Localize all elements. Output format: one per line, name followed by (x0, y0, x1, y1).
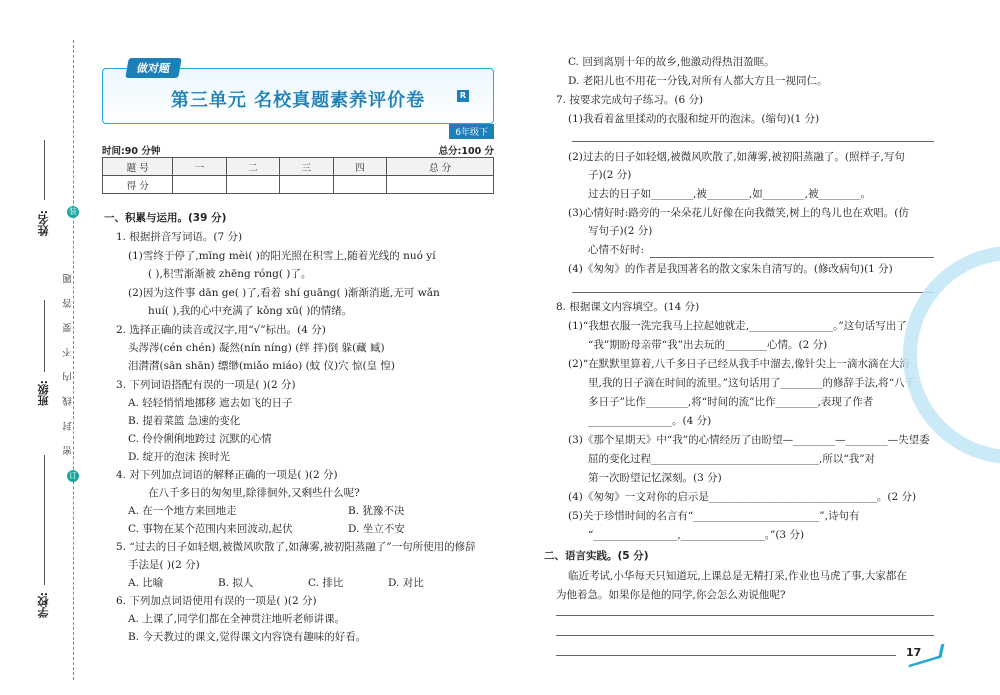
left-text-line: 头涔涔(cén chén) 凝然(nín níng) (绊 拌)倒 躲(藏 臧) (128, 342, 385, 354)
right-text-line: “________________,________________。”(3 分) (588, 529, 805, 541)
publisher-badge: R (457, 90, 469, 102)
right-text-line: ________________。(4 分) (588, 415, 712, 427)
left-text-line: D. 绽开的泡沫 挨时光 (128, 451, 231, 463)
left-text-line: A. 在一个地方来回地走 (128, 505, 237, 517)
right-text-line: 7. 按要求完成句子练习。(6 分) (556, 94, 704, 106)
bind-circle-bottom: 订 (69, 471, 77, 480)
left-text-line: 4. 对下列加点词语的解释正确的一项是( )(2 分) (116, 469, 338, 481)
right-text-line: (2)“在默默里算着,八千多日子已经从我手中溜去,像针尖上一滴水滴在大海 (568, 358, 910, 370)
right-text-line: C. 回到离别十年的故乡,他激动得热泪盈眶。 (568, 56, 775, 68)
answer-line[interactable] (556, 614, 934, 616)
right-text-line: (3)心情好时:路旁的一朵朵花儿好像在向我微笑,树上的鸟儿也在欢唱。(仿 (568, 207, 909, 219)
bind-circle-top: 装 (69, 207, 77, 216)
class-label: 班级: (37, 380, 50, 407)
right-text-line: (4)《匆匆》的作者是我国著名的散文家朱自清写的。(修改病句)(1 分) (568, 263, 893, 275)
seal-note: 密 封 线 内 不 要 答 题 (63, 268, 74, 456)
time-score-row (102, 143, 494, 157)
school-line[interactable] (44, 455, 45, 585)
right-text-line: 里,我的日子滴在时间的流里。”这句话用了________的修辞手法,将“八千 (588, 377, 916, 389)
name-line[interactable] (44, 140, 45, 200)
right-text-line: 二、语言实践。(5 分) (544, 550, 649, 562)
banner-tag: 做对题 (125, 58, 182, 78)
left-text-line: B. 提着菜篮 急速的变化 (128, 415, 241, 427)
grade-label: 6年级下 (449, 124, 494, 139)
left-text-line: B. 今天教过的课文,觉得课文内容饶有趣味的好看。 (128, 631, 367, 643)
score-cell[interactable] (280, 176, 333, 194)
answer-line[interactable] (572, 291, 934, 293)
watermark-stamp (903, 246, 1000, 464)
left-text-line: A. 轻轻悄悄地挪移 遮去如飞的日子 (128, 397, 293, 409)
right-text-line: (1)我看着盆里揉动的衣服和绽开的泡沫。(缩句)(1 分) (568, 113, 820, 125)
binding-strip (0, 0, 92, 695)
left-text-line: 在八千多日的匆匆里,除徘徊外,又剩些什么呢? (148, 487, 360, 499)
right-text-line: 过去的日子如________,被________,如________,被________。 (588, 188, 872, 200)
left-text-line: C. 事物在某个范围内来回波动,起伏 (128, 523, 293, 535)
answer-line[interactable] (650, 256, 934, 258)
score-cell[interactable] (226, 176, 279, 194)
left-text-line: A. 比喻 (128, 577, 164, 589)
left-text-line: 手法是( )(2 分) (128, 559, 200, 571)
left-text-line: ( ),积雪渐渐被 zhēng róng( )了。 (148, 268, 312, 280)
right-text-line: 屈的变化过程________________________________,所以“我”对 (588, 453, 876, 465)
right-text-line: D. 老阳儿也不用花一分钱,对所有人都大方且一视同仁。 (568, 75, 828, 87)
score-table (102, 157, 494, 194)
right-text-line: 8. 根据课文内容填空。(14 分) (556, 301, 700, 313)
score-header: 四 (333, 158, 386, 176)
left-text-line: 2. 选择正确的读音或汉字,用“√”标出。(4 分) (116, 324, 326, 336)
score-header: 三 (280, 158, 333, 176)
left-text-line: D. 对比 (388, 577, 424, 589)
left-text-line: 1. 根据拼音写词语。(7 分) (116, 231, 243, 243)
score-row-label: 得 分 (103, 176, 173, 194)
school-label: 学校: (37, 592, 50, 619)
left-text-line: B. 犹豫不决 (348, 505, 405, 517)
left-text-line: C. 伶伶俐俐地跨过 沉默的心情 (128, 433, 272, 445)
left-text-line: B. 拟人 (218, 577, 254, 589)
answer-line[interactable] (556, 654, 896, 656)
right-text-line: 多日子”比作________,将“时间的流”比作________,表现了作者 (588, 396, 874, 408)
left-text-line: (2)因为这件事 dān ge( )了,看着 shí guāng( )渐渐消逝,无可 wǎn (128, 287, 440, 299)
answer-line[interactable] (572, 140, 934, 142)
score-header: 总 分 (387, 158, 494, 176)
left-text-line: 3. 下列词语搭配有误的一项是( )(2 分) (116, 379, 296, 391)
score-cell[interactable] (333, 176, 386, 194)
left-text-line: 泪潸潸(sān shān) 缥缈(miǎo miáo) (蚊 仪)穴 惊(皇 惶) (128, 360, 396, 372)
right-text-line: 子)(2 分) (588, 169, 632, 181)
left-text-line: (1)雪终于停了,mīng mèi( )的阳光照在积雪上,随着光线的 nuó yí (128, 250, 436, 262)
page-number: 17 (906, 646, 922, 659)
answer-line[interactable] (556, 634, 934, 636)
score-cell[interactable] (173, 176, 226, 194)
left-text-line: 5. “过去的日子如轻烟,被微风吹散了,如薄雾,被初阳蒸融了”一句所使用的修辞 (116, 541, 476, 553)
left-text-line: C. 排比 (308, 577, 344, 589)
total-label: 总分:100 分 (438, 146, 494, 157)
right-text-line: 写句子)(2 分) (588, 225, 653, 237)
right-text-line: “我”期盼母亲带“我”出去玩的________心情。(2 分) (588, 339, 828, 351)
name-label: 姓名: (37, 210, 50, 237)
left-text-line: 6. 下列加点词语使用有误的一项是( )(2 分) (116, 595, 317, 607)
right-text-line: 临近考试,小华每天只知道玩,上课总是无精打采,作业也马虎了事,大家都在 (568, 570, 907, 582)
score-header: 题 号 (103, 158, 173, 176)
right-text-line: 为他着急。如果你是他的同学,你会怎么劝说他呢? (556, 589, 786, 601)
left-text-line: huí( ),我的心中充满了 kǒng xū( )的情绪。 (148, 305, 353, 317)
left-text-line: D. 坐立不安 (348, 523, 405, 535)
left-text-line: 一、积累与运用。(39 分) (104, 212, 227, 224)
right-text-line: (3)《那个星期天》中“我”的心情经历了由盼望—________—________—失望委 (568, 434, 930, 446)
right-text-line: (5)关于珍惜时间的名言有“________________________”,诗句有 (568, 510, 860, 522)
score-header: 二 (226, 158, 279, 176)
right-text-line: 第一次盼望记忆深刻。(3 分) (588, 472, 722, 484)
right-text-line: (4)《匆匆》一文对你的启示是________________________________。(2 分) (568, 491, 917, 503)
time-label: 时间:90 分钟 (102, 146, 161, 157)
class-line[interactable] (44, 300, 45, 372)
left-text-line: A. 上课了,同学们都在全神贯注地听老师讲课。 (128, 613, 346, 625)
right-text-line: (1)“我想衣服一洗完我马上拉起她就走,________________。”这句话写出了 (568, 320, 907, 332)
right-text-line: 心情不好时: (588, 244, 645, 256)
paper-title: 第三单元 名校真题素养评价卷 (170, 90, 426, 111)
score-header: 一 (173, 158, 226, 176)
score-cell[interactable] (387, 176, 494, 194)
right-text-line: (2)过去的日子如轻烟,被微风吹散了,如薄雾,被初阳蒸融了。(照样子,写句 (568, 151, 905, 163)
title-banner (102, 58, 494, 138)
